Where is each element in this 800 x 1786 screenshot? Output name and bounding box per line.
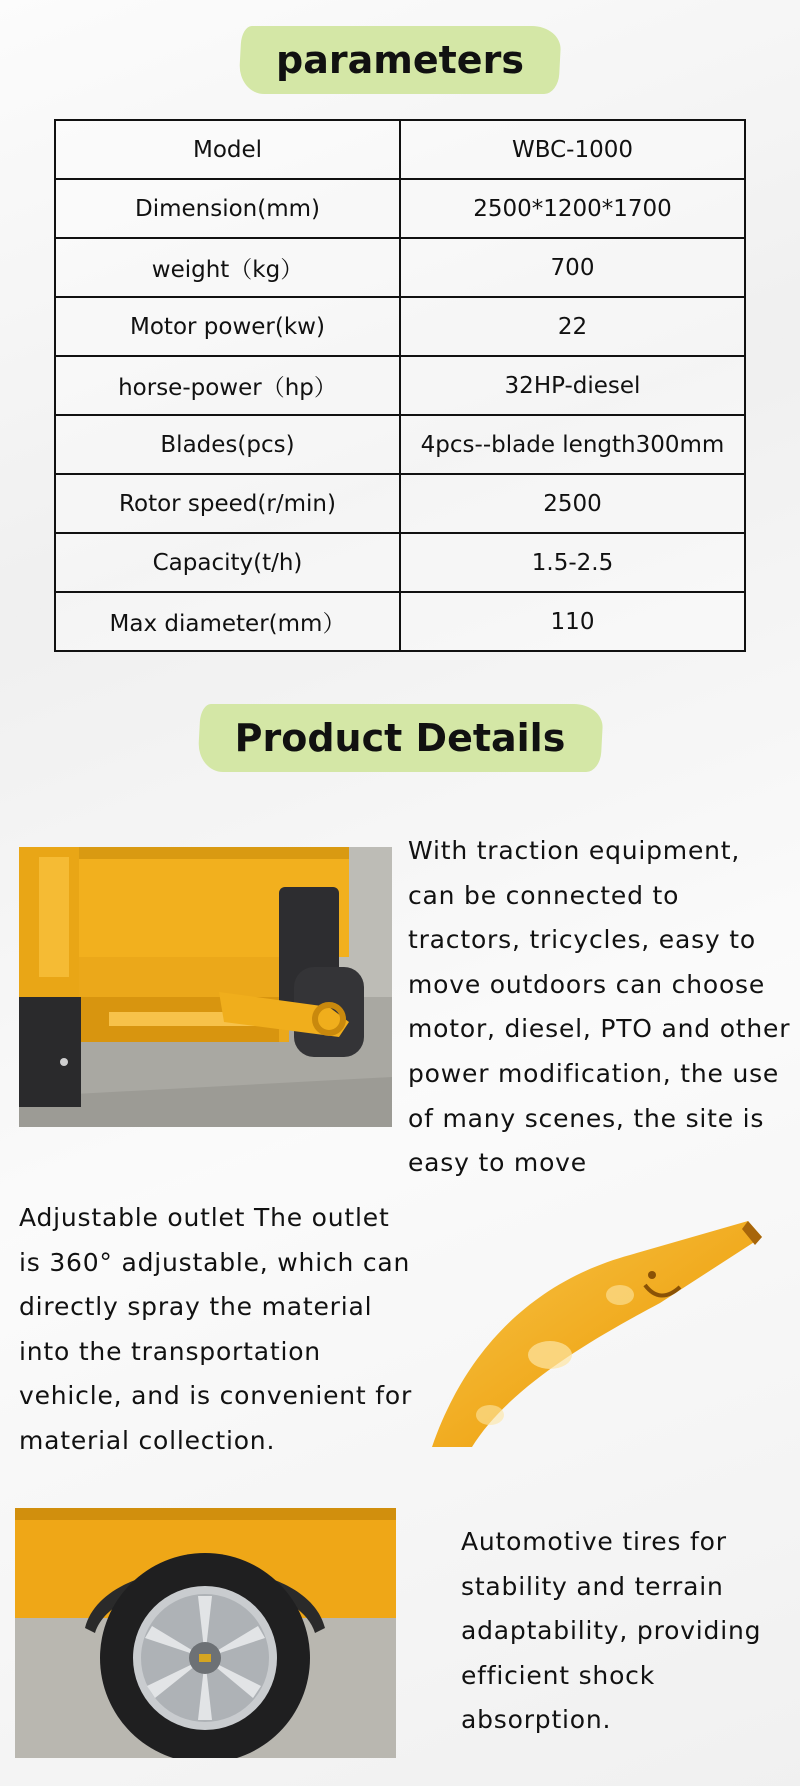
- outlet-photo: [430, 1215, 770, 1455]
- table-row: [55, 179, 745, 238]
- param-label: Max diameter(mm）: [55, 592, 400, 651]
- param-value: 4pcs--blade length300mm: [400, 415, 745, 474]
- param-value: WBC-1000: [400, 120, 745, 179]
- param-value: 22: [400, 297, 745, 356]
- param-label: horse-power（hp）: [55, 356, 400, 415]
- param-value: 2500: [400, 474, 745, 533]
- outlet-description: Adjustable outlet The outlet is 360° adjustable, which can directly spray the material into the transportation vehicle, and is convenient for material collection.: [19, 1203, 413, 1455]
- table-row: [55, 533, 745, 592]
- param-value: 32HP-diesel: [400, 356, 745, 415]
- table-row: [55, 592, 745, 651]
- table-row: [55, 238, 745, 297]
- param-label: Model: [55, 120, 400, 179]
- table-row: [55, 120, 745, 179]
- details-heading-wrap: [0, 700, 800, 776]
- param-label: weight（kg）: [55, 238, 400, 297]
- param-label: Motor power(kw): [55, 297, 400, 356]
- traction-description: With traction equipment, can be connected to tractors, tricycles, easy to move outdoors can choose motor, diesel, PTO and other power modification, the use of many scenes, the site is easy to move: [408, 836, 791, 1178]
- param-value: 110: [400, 592, 745, 651]
- traction-hitch-illustration: [19, 847, 392, 1127]
- table-row: [55, 474, 745, 533]
- table-row: [55, 356, 745, 415]
- tire-description: Automotive tires for stability and terrain adaptability, providing efficient shock absorption.: [461, 1527, 762, 1735]
- tire-photo: [15, 1508, 396, 1758]
- parameters-heading-wrap: [0, 22, 800, 98]
- details-heading: Product Details: [199, 700, 602, 776]
- param-label: Dimension(mm): [55, 179, 400, 238]
- traction-hitch-photo: [19, 847, 392, 1127]
- param-value: 2500*1200*1700: [400, 179, 745, 238]
- param-label: Blades(pcs): [55, 415, 400, 474]
- table-row: [55, 415, 745, 474]
- parameters-table: [54, 119, 746, 652]
- outlet-chute-illustration: [430, 1215, 770, 1455]
- param-value: 700: [400, 238, 745, 297]
- tire-illustration: [15, 1508, 396, 1758]
- param-label: Rotor speed(r/min): [55, 474, 400, 533]
- param-label: Capacity(t/h): [55, 533, 400, 592]
- parameters-heading: parameters: [240, 22, 560, 98]
- param-value: 1.5-2.5: [400, 533, 745, 592]
- table-row: [55, 297, 745, 356]
